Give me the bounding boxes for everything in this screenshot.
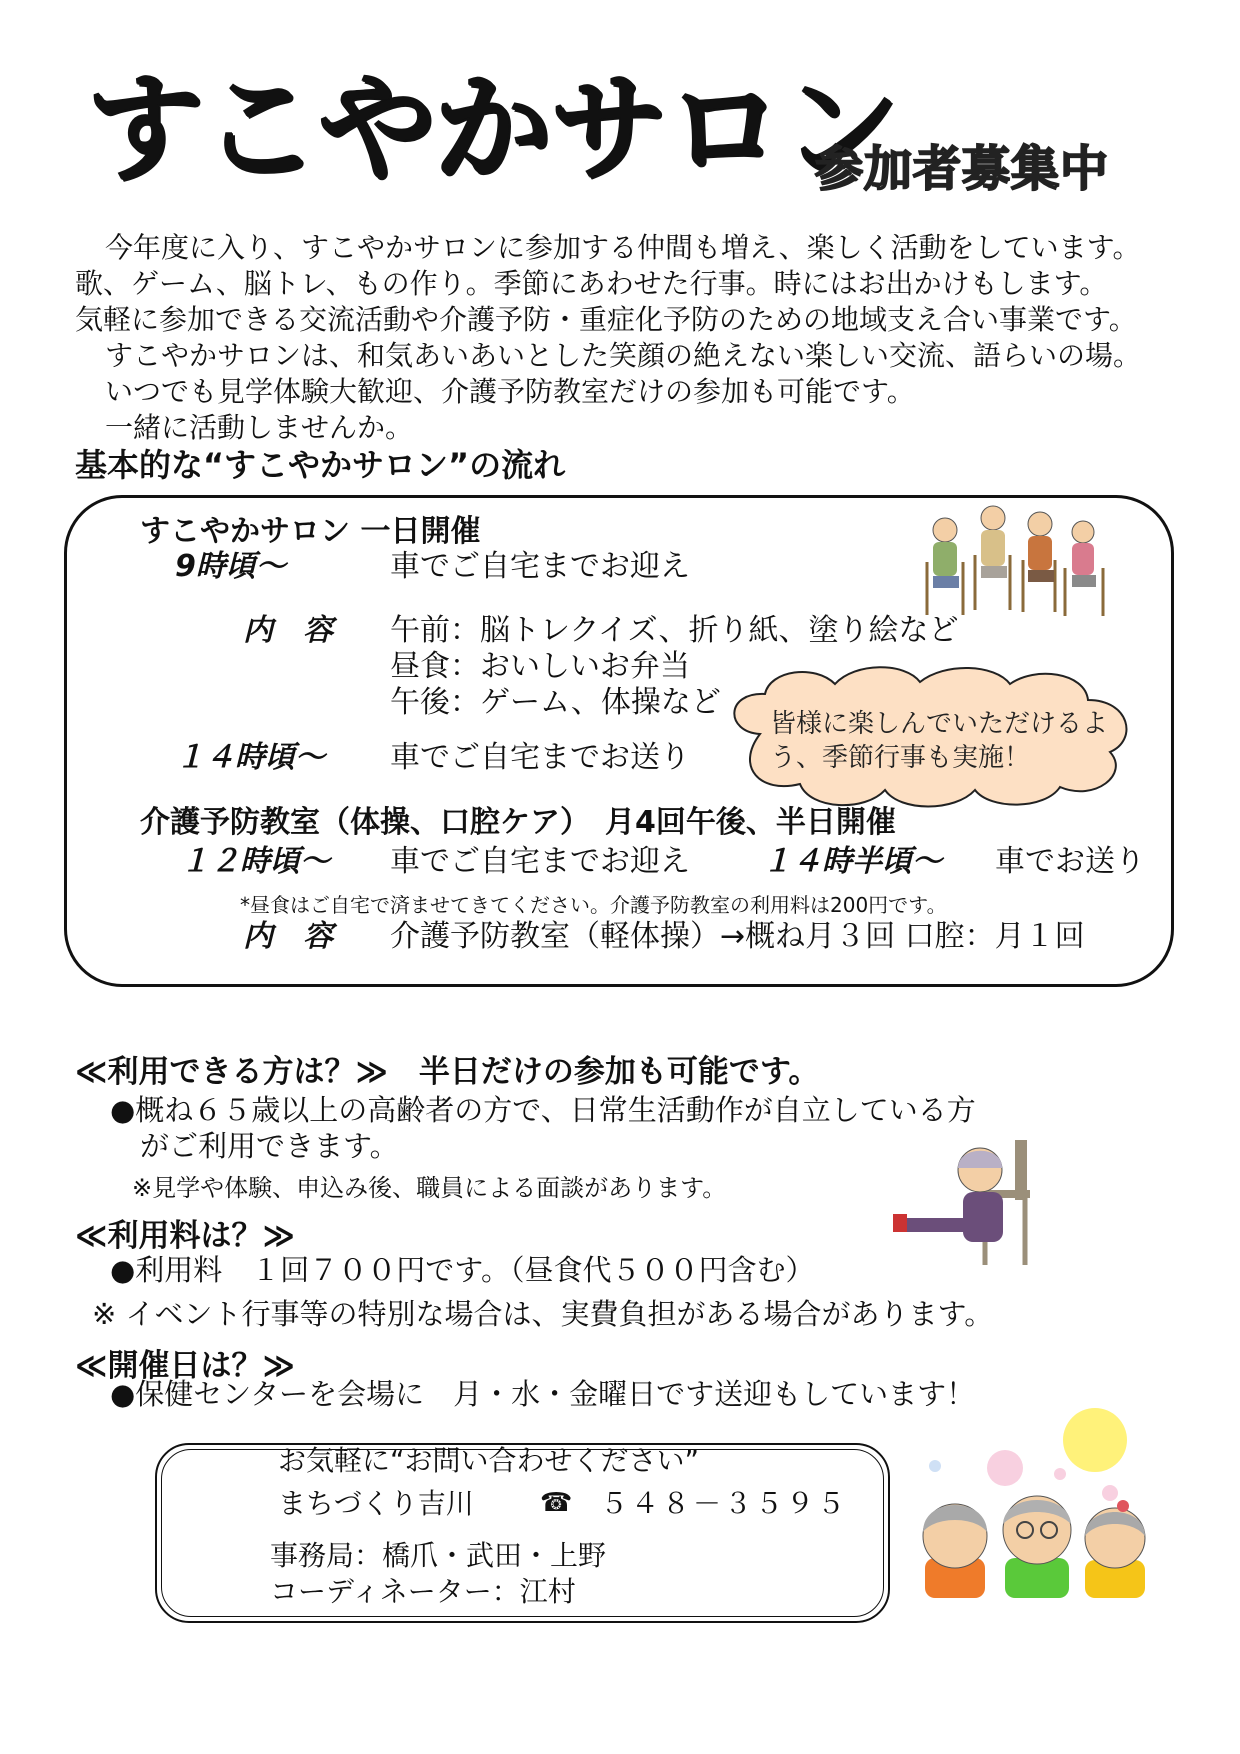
smiling-seniors-illustration [915,1408,1155,1603]
lunch-item: 昼食：おいしいお弁当 [390,649,690,684]
eligibility-bullet-2: がご利用できます。 [140,1129,399,1163]
cloud-line-1: 皆様に楽しんでいただけるよ [770,709,1109,739]
class-title: 介護予防教室（体操、口腔ケア） 月4回午後、半日開催 [140,805,896,840]
content-label: 内 容 [243,613,333,648]
class-time-12: １２時頃〜 [180,844,330,879]
flow-heading: 基本的な“すこやかサロン”の流れ [75,446,566,484]
pickup-text: 車でご自宅までお迎え [390,549,690,584]
afternoon-activities: 午後：ゲーム、体操など [390,685,721,720]
intro-line: すこやかサロンは、和気あいあいとした笑顔の絶えない楽しい交流、語らいの場。 [105,339,1142,372]
class-time-1430: １４時半頃〜 [762,844,942,879]
time-14: １４時頃〜 [175,740,325,775]
class-content-label: 内 容 [243,919,333,954]
eligibility-bullet-1: ●概ね６５歳以上の高齢者の方で、日常生活動作が自立している方 [110,1093,976,1127]
office-staff: 事務局：橋爪・武田・上野 [270,1539,607,1572]
exercising-senior-illustration [885,1140,1045,1270]
fee-bullet: ●利用料 １回７００円です。（昼食代５００円含む） [110,1253,815,1287]
salon-title: すこやかサロン 一日開催 [140,514,481,549]
fee-heading: ≪利用料は？≫ [75,1218,295,1254]
phone-icon: ☎ [540,1488,573,1518]
seated-seniors-illustration [915,500,1115,618]
class-note: *昼食はご自宅で済ませてきてください。介護予防教室の利用料は200円です。 [240,893,947,917]
contact-prompt: お気軽に“お問い合わせください” [278,1444,700,1477]
organization-name: まちづくり吉川 [278,1487,474,1520]
morning-activities: 午前：脳トレクイズ、折り紙、塗り絵など [390,613,959,648]
intro-line: 歌、ゲーム、脳トレ、もの作り。季節にあわせた行事。時にはお出かけもします。 [75,267,1108,300]
coordinator: コーディネーター：江村 [270,1575,576,1608]
fee-note: ※ イベント行事等の特別な場合は、実費負担がある場合があります。 [92,1297,994,1331]
dropoff-text: 車でご自宅までお送り [390,740,690,775]
schedule-bullet: ●保健センターを会場に 月・水・金曜日です送迎もしています！ [110,1377,976,1411]
intro-line: いつでも見学体験大歓迎、介護予防教室だけの参加も可能です。 [105,375,915,408]
eligibility-note: ※見学や体験、申込み後、職員による面談があります。 [132,1174,727,1202]
class-content: 介護予防教室（軽体操）→概ね月３回 口腔：月１回 [390,919,1085,954]
phone-number[interactable]: ５４８－３５９５ [600,1487,849,1520]
time-9: 9時頃〜 [175,549,286,584]
page-title: すこやかサロン [86,60,899,198]
class-pickup: 車でご自宅までお迎え [390,844,690,879]
intro-line: 一緒に活動しませんか。 [105,411,414,444]
intro-text [75,230,1185,446]
intro-line: 気軽に参加できる交流活動や介護予防・重症化予防のための地域支え合い事業です。 [75,303,1137,336]
class-dropoff: 車でお送り [995,844,1145,879]
schedule-heading: ≪開催日は？≫ [75,1348,295,1384]
eligibility-heading: ≪利用できる方は？≫ 半日だけの参加も可能です。 [75,1054,820,1090]
recruiting-badge: 参加者募集中 [815,141,1110,197]
cloud-line-2: う、季節行事も実施！ [770,743,1031,773]
intro-line: 今年度に入り、すこやかサロンに参加する仲間も増え、楽しく活動をしています。 [105,231,1141,264]
